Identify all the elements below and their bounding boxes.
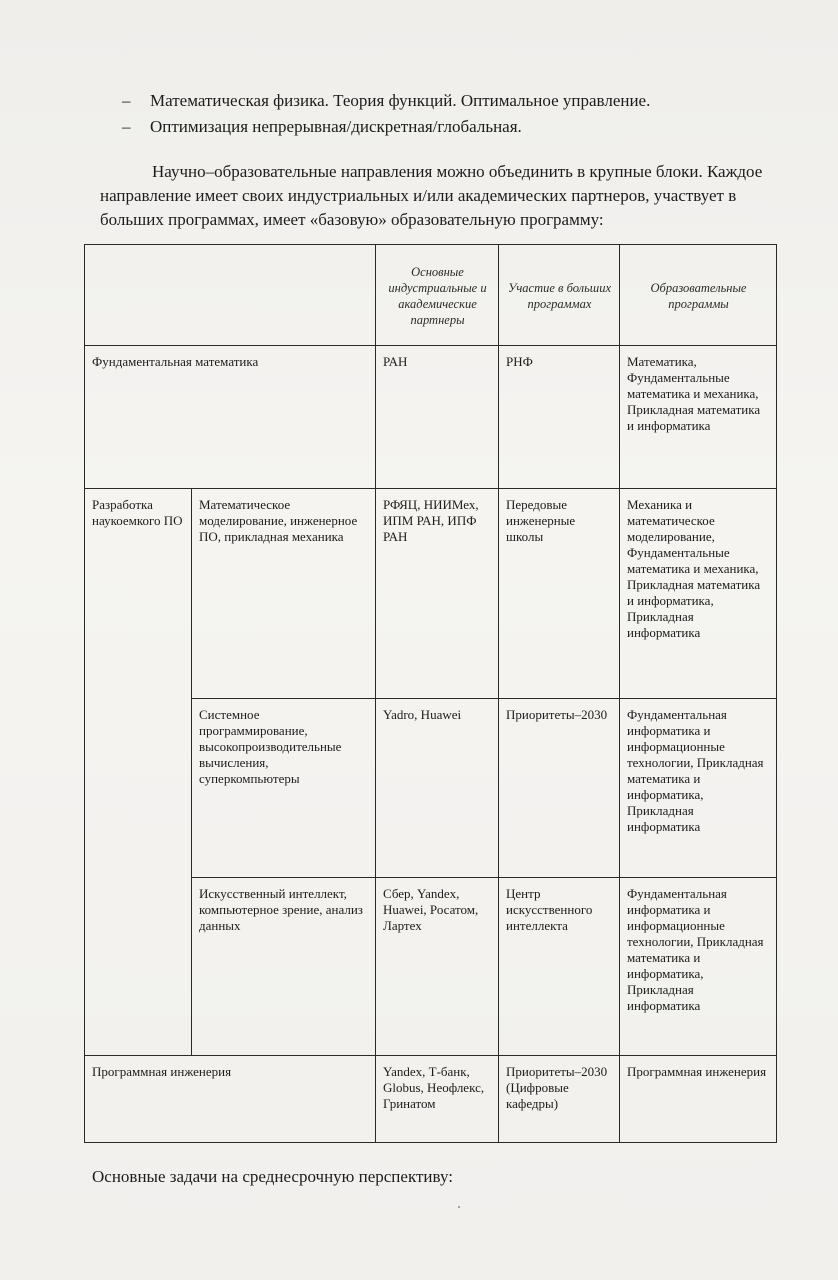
- row-programs: Передовые инженерные школы: [499, 489, 620, 699]
- bullet-text: Математическая физика. Теория функций. Оптимальное управление.: [150, 91, 651, 110]
- bullet-list: [122, 88, 650, 140]
- table-row: [85, 489, 777, 699]
- list-item: [122, 114, 650, 140]
- group-name: Разработка наукоемкого ПО: [85, 489, 192, 1056]
- row-programs: Приоритеты–2030: [499, 699, 620, 878]
- row-partners: Yadro, Huawei: [376, 699, 499, 878]
- row-programs: Центр искусственного интеллекта: [499, 878, 620, 1056]
- intro-paragraph: Научно–образовательные направления можно объединить в крупные блоки. Каждое направление имеет своих индустриальных и/или академических партнеров, участвует в больших программах, имеет «базовую» образовательную программу:: [100, 162, 763, 229]
- row-education: Фундаментальная информатика и информационные технологии, Прикладная математика и информатика, Прикладная информатика: [620, 699, 777, 878]
- row-partners: РАН: [376, 346, 499, 489]
- row-name: Программная инженерия: [85, 1056, 376, 1143]
- row-partners: Yandex, Т-банк, Globus, Неофлекс, Гринатом: [376, 1056, 499, 1143]
- header-empty-cell: [85, 245, 376, 346]
- row-programs: Приоритеты–2030 (Цифровые кафедры): [499, 1056, 620, 1143]
- table-row: [85, 1056, 777, 1143]
- header-programs-participation: Участие в больших программах: [499, 245, 620, 346]
- header-partners: Основные индустриальные и академические партнеры: [376, 245, 499, 346]
- row-education: Программная инженерия: [620, 1056, 777, 1143]
- directions-table: [84, 244, 777, 1143]
- header-education: Образовательные программы: [620, 245, 777, 346]
- row-education: Фундаментальная информатика и информационные технологии, Прикладная математика и информатика, Прикладная информатика: [620, 878, 777, 1056]
- list-item: [122, 88, 650, 114]
- row-education: Механика и математическое моделирование, Фундаментальные математика и механика, Прикладная математика и информатика, Прикладная информатика: [620, 489, 777, 699]
- dash-marker: –: [122, 91, 131, 110]
- paper-speck: [458, 1206, 460, 1208]
- table-row: [85, 346, 777, 489]
- table-header-row: [85, 245, 777, 346]
- row-name: Искусственный интеллект, компьютерное зрение, анализ данных: [192, 878, 376, 1056]
- row-partners: Сбер, Yandex, Huawei, Росатом, Лартех: [376, 878, 499, 1056]
- bullet-text: Оптимизация непрерывная/дискретная/глобальная.: [150, 117, 522, 136]
- row-name: Системное программирование, высокопроизводительные вычисления, суперкомпьютеры: [192, 699, 376, 878]
- row-partners: РФЯЦ, НИИМех, ИПМ РАН, ИПФ РАН: [376, 489, 499, 699]
- row-name: Фундаментальная математика: [85, 346, 376, 489]
- row-programs: РНФ: [499, 346, 620, 489]
- dash-marker: –: [122, 117, 131, 136]
- closing-line: Основные задачи на среднесрочную перспективу:: [92, 1167, 453, 1186]
- row-name: Математическое моделирование, инженерное ПО, прикладная механика: [192, 489, 376, 699]
- row-education: Математика, Фундаментальные математика и механика, Прикладная математика и информатика: [620, 346, 777, 489]
